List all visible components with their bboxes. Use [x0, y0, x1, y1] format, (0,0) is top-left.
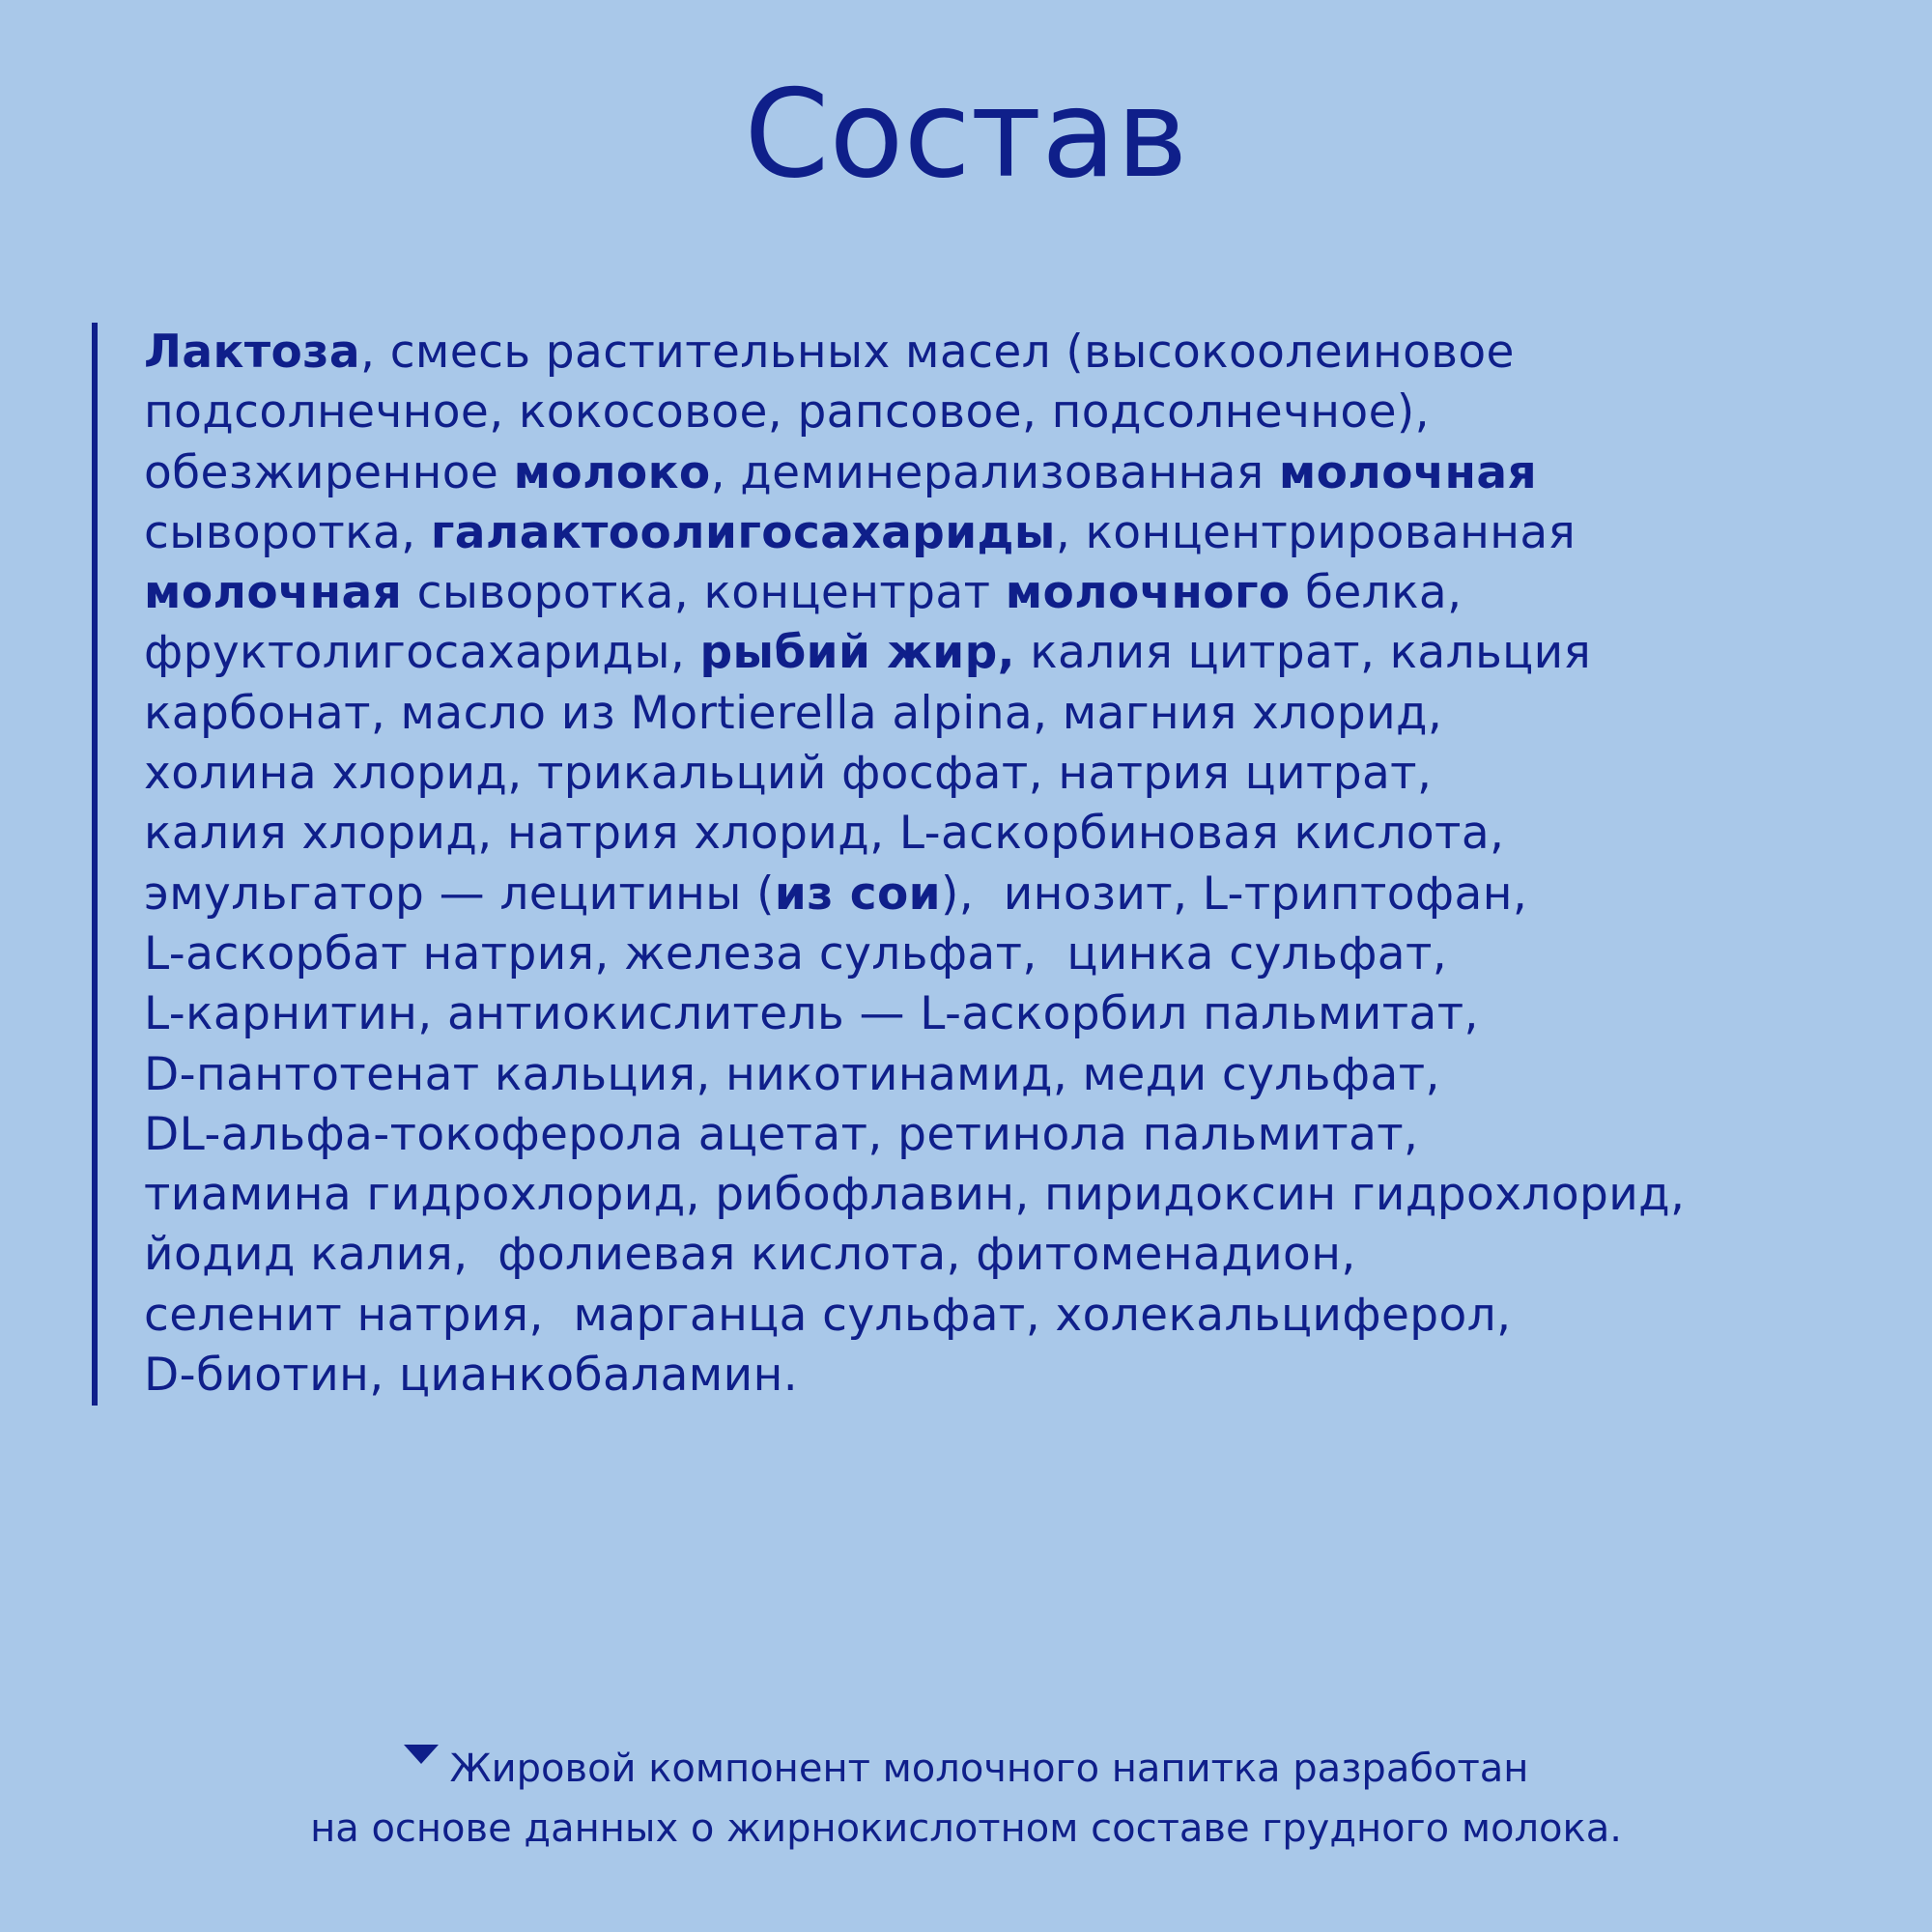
page-title: Состав	[744, 63, 1188, 205]
ingredient-text: йодид калия, фолиевая кислота, фитоменадион,	[144, 1228, 1356, 1282]
ingredients-line	[144, 804, 1879, 864]
ingredients-line	[144, 684, 1879, 744]
ingredients-line	[144, 323, 1879, 383]
ingredient-text: L-аскорбат натрия, железа сульфат, цинка сульфат,	[144, 926, 1448, 980]
ingredient-text: сыворотка, концентрат	[402, 566, 1006, 620]
footnote-line-1	[0, 1739, 1932, 1799]
ingredient-text: сыворотка,	[144, 505, 431, 559]
ingredient-text: калия хлорид, натрия хлорид, L-аскорбиновая кислота,	[144, 807, 1505, 861]
ingredient-text: эмульгатор — лецитины (	[144, 867, 775, 921]
ingredients-line	[144, 563, 1879, 623]
ingredients-line	[144, 1225, 1879, 1285]
ingredient-text: селенит натрия, марганца сульфат, холекальциферол,	[144, 1288, 1512, 1342]
ingredient-text: белка,	[1290, 566, 1463, 620]
triangle-marker-icon	[404, 1745, 439, 1764]
ingredients-line	[144, 1105, 1879, 1165]
ingredient-highlight: Лактоза	[144, 326, 361, 379]
ingredients-line	[144, 924, 1879, 984]
ingredient-text: карбонат, масло из Mortierella alpina, магния хлорид,	[144, 686, 1443, 740]
ingredient-text: калия цитрат, кальция	[1014, 626, 1592, 680]
ingredient-text: обезжиренное	[144, 445, 514, 499]
ingredients-line	[144, 1346, 1879, 1406]
ingredient-highlight: галактоолигосахариды	[430, 505, 1056, 559]
ingredient-highlight: молочная	[144, 566, 403, 620]
ingredient-highlight: молочная	[1278, 445, 1538, 499]
ingredient-text: D-пантотенат кальция, никотинамид, меди сульфат,	[144, 1047, 1440, 1101]
ingredients-line	[144, 503, 1879, 563]
ingredient-highlight: молоко	[513, 445, 711, 499]
ingredient-text: фруктолигосахариды,	[144, 626, 700, 680]
ingredient-text: , деминерализованная	[710, 445, 1279, 499]
ingredient-text: тиамина гидрохлорид, рибофлавин, пиридоксин гидрохлорид,	[144, 1168, 1686, 1222]
footnote-line-2: на основе данных о жирнокислотном составе грудного молока.	[310, 1806, 1622, 1851]
ingredient-text: холина хлорид, трикальций фосфат, натрия цитрат,	[144, 747, 1433, 801]
ingredients-line	[144, 865, 1879, 924]
ingredients-line	[144, 744, 1879, 804]
ingredient-text: ), инозит, L-триптофан,	[940, 867, 1528, 921]
ingredients-line	[144, 443, 1879, 503]
ingredient-text: , концентрированная	[1055, 505, 1577, 559]
footnote-text-1: Жировой компонент молочного напитка разработан	[449, 1747, 1529, 1791]
ingredients-line	[144, 383, 1879, 442]
ingredients-list	[92, 323, 1879, 1406]
ingredients-line	[144, 1286, 1879, 1346]
ingredients-line	[144, 623, 1879, 683]
ingredient-highlight: рыбий жир,	[699, 626, 1015, 680]
footnote	[0, 1739, 1932, 1859]
ingredient-text: , смесь растительных масел (высокоолеиновое	[360, 326, 1515, 379]
ingredients-line	[144, 1045, 1879, 1105]
ingredient-text: L-карнитин, антиокислитель — L-аскорбил пальмитат,	[144, 987, 1479, 1041]
ingredient-highlight: молочного	[1005, 566, 1291, 620]
ingredients-line	[144, 984, 1879, 1044]
ingredient-text: DL-альфа-токоферола ацетат, ретинола пальмитат,	[144, 1107, 1419, 1161]
ingredient-text: подсолнечное, кокосовое, рапсовое, подсолнечное),	[144, 385, 1430, 440]
ingredient-text: D-биотин, цианкобаламин.	[144, 1349, 799, 1403]
ingredient-highlight: из сои	[774, 867, 941, 921]
ingredients-line	[144, 1165, 1879, 1225]
